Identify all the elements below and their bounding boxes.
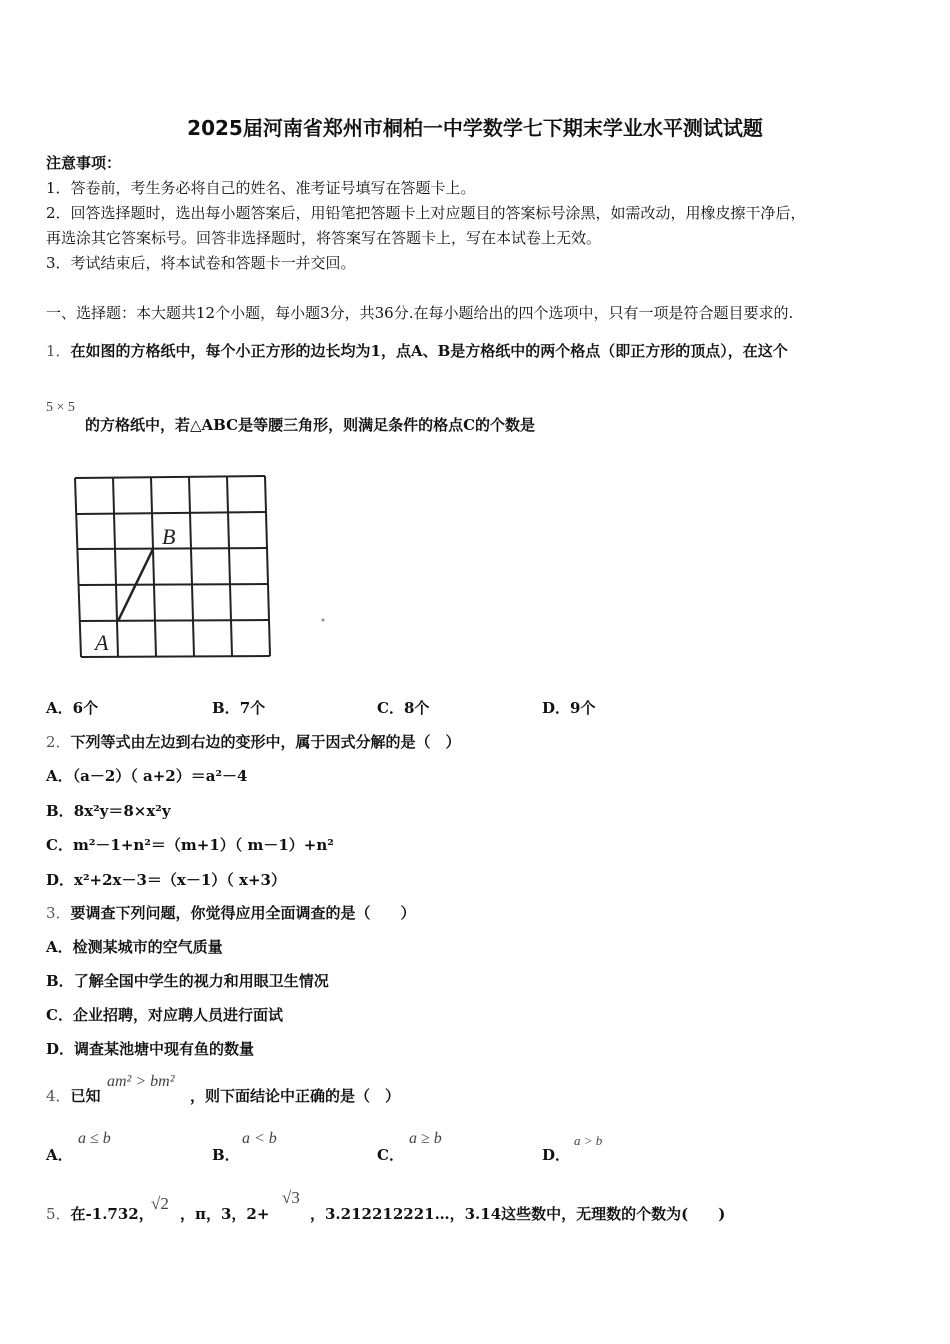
option-a — [46, 765, 247, 786]
grid-line — [265, 476, 270, 656]
question-text: ，π，3，2+ — [180, 1205, 270, 1223]
option-text: 9个 — [570, 699, 596, 717]
notice-line: 3．考试结束后，将本试卷和答题卡一并交回。 — [46, 254, 356, 272]
option-label: B． — [46, 972, 74, 990]
question-5-stem — [46, 1203, 154, 1224]
question-3-stem — [46, 902, 416, 923]
grid-line — [79, 584, 268, 585]
grid-line — [189, 477, 194, 656]
option-text: 8个 — [403, 699, 430, 717]
option-label: C． — [377, 699, 404, 717]
option-text: 8x²y＝8×x²y — [73, 802, 171, 820]
grid-line — [77, 512, 266, 514]
grid-line — [81, 656, 270, 657]
option-b — [212, 697, 265, 718]
option-text: m²－1+n²＝（m+1）（ m－1）+n² — [72, 836, 334, 854]
option-text: x²+2x－3＝（x－1）（ x+3） — [74, 871, 286, 889]
question-number: 1． — [46, 342, 71, 360]
section-heading: 一、选择题：本大题共12个小题，每小题3分，共36分.在每小题给出的四个选项中，只有一项是符合题目要求的. — [46, 304, 794, 322]
inequality-condition: am² > bm² — [107, 1073, 175, 1090]
question-number: 4． — [46, 1087, 71, 1105]
grid-figure — [65, 472, 330, 667]
option-text: 了解全国中学生的视力和用眼卫生情况 — [73, 972, 329, 990]
sqrt2-formula: √2 — [151, 1194, 169, 1213]
option-formula: a < b — [242, 1130, 277, 1147]
option-a — [46, 936, 223, 957]
option-text: 6个 — [72, 699, 99, 717]
grid-line — [227, 476, 232, 656]
option-label: B． — [212, 1146, 240, 1164]
question-text: 在-1.732， — [70, 1205, 154, 1223]
question-text: 下列等式由左边到右边的变形中，属于因式分解的是（ ） — [70, 733, 461, 751]
question-text: 要调查下列问题，你觉得应用全面调查的是（ ） — [70, 904, 416, 922]
option-label: D． — [542, 1146, 571, 1164]
option-c — [46, 834, 334, 855]
option-label: A． — [46, 1146, 73, 1164]
question-number: 3． — [46, 904, 71, 922]
notice-line: 2．回答选择题时，选出每小题答案后，用铅笔把答题卡上对应题目的答案标号涂黑，如需改动，用橡皮擦干净后， — [46, 204, 806, 222]
option-label: D． — [46, 871, 75, 889]
option-b — [46, 970, 329, 991]
option-label: B． — [46, 802, 74, 820]
grid-line — [75, 478, 81, 657]
question-text: 已知 — [70, 1087, 101, 1105]
option-text: （a－2）（ a+2）＝a²－4 — [72, 767, 248, 785]
grid-line — [113, 477, 118, 657]
option-label: C． — [377, 1146, 404, 1164]
option-text: 企业招聘，对应聘人员进行面试 — [72, 1006, 283, 1024]
scan-dot — [322, 619, 325, 622]
option-label: A． — [46, 699, 73, 717]
point-a-label: A — [95, 630, 109, 655]
question-text: ，则下面结论中正确的是（ ） — [190, 1087, 401, 1105]
sqrt3-formula: √3 — [282, 1188, 300, 1207]
question-text: ，3.212212221…，3.14这些数中，无理数的个数为( ) — [310, 1205, 726, 1223]
question-text: 在如图的方格纸中，每个小正方形的边长均为1，点A、B是方格纸中的两个格点（即正方形的顶点），在这个 — [70, 342, 788, 360]
grid-line — [80, 620, 269, 621]
question-1-stem — [46, 340, 788, 361]
option-a — [46, 697, 98, 718]
page-title: 2025届河南省郑州市桐柏一中学数学七下期末学业水平测试试题 — [187, 116, 763, 140]
option-formula: a ≤ b — [78, 1130, 111, 1147]
option-label: C． — [46, 1006, 73, 1024]
notice-line: 1．答卷前，考生务必将自己的姓名、准考证号填写在答题卡上。 — [46, 179, 476, 197]
question-2-stem — [46, 731, 461, 752]
option-formula: a > b — [574, 1133, 603, 1148]
option-d — [46, 869, 286, 890]
question-4-stem — [46, 1085, 101, 1106]
notice-line: 再选涂其它答案标号。回答非选择题时，将答案写在答题卡上，写在本试卷上无效。 — [46, 229, 602, 247]
option-d — [46, 1038, 254, 1059]
question-number: 5． — [46, 1205, 71, 1223]
question-text: 的方格纸中，若△ABC是等腰三角形，则满足条件的格点C的个数是 — [85, 416, 536, 434]
option-c — [46, 1004, 283, 1025]
option-formula: a ≥ b — [409, 1130, 442, 1147]
option-text: 7个 — [239, 699, 266, 717]
option-text: 检测某城市的空气质量 — [72, 938, 223, 956]
option-c — [377, 697, 429, 718]
option-label: D． — [46, 1040, 75, 1058]
grid-line — [151, 477, 156, 657]
notice-heading: 注意事项： — [46, 154, 122, 172]
option-text: 调查某池塘中现有鱼的数量 — [74, 1040, 255, 1058]
grid-line — [75, 476, 265, 478]
option-label: B． — [212, 699, 240, 717]
point-b-label: B — [162, 524, 176, 549]
option-label: A． — [46, 767, 73, 785]
option-label: D． — [542, 699, 571, 717]
option-b — [46, 800, 171, 821]
option-label: A． — [46, 938, 73, 956]
option-label: C． — [46, 836, 73, 854]
option-d — [542, 697, 595, 718]
question-number: 2． — [46, 733, 71, 751]
grid-size-formula: 5 × 5 — [46, 400, 75, 415]
